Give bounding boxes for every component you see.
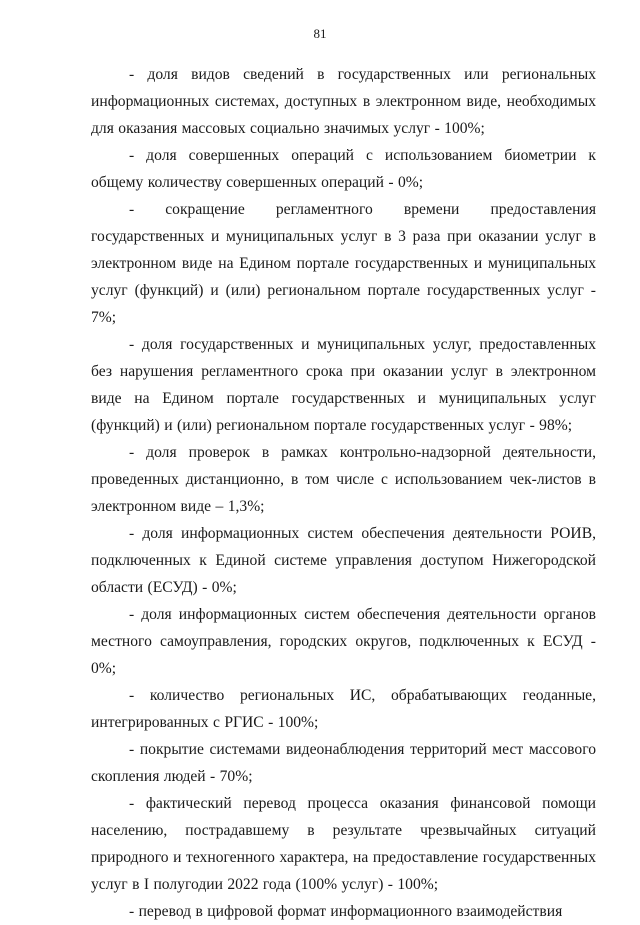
paragraph-8: - количество региональных ИС, обрабатывающих геоданные, интегрированных с РГИС - 100%; — [91, 687, 596, 731]
paragraph-3: - сокращение регламентного времени предоставления государственных и муниципальных услуг в 3 раза при оказании услуг в электронном виде на Едином портале государственных и муниципальных услуг (функций) и (или) региональном портале государственных услуг - 7%; — [91, 201, 596, 326]
paragraph-5: - доля проверок в рамках контрольно-надзорной деятельности, проведенных дистанционно, в том числе с использованием чек-листов в электронном виде – 1,3%; — [91, 444, 596, 515]
document-body — [91, 61, 596, 925]
paragraph-6: - доля информационных систем обеспечения деятельности РОИВ, подключенных к Единой системе управления доступом Нижегородской области (ЕСУД) - 0%; — [91, 525, 596, 596]
paragraph-11: - перевод в цифровой формат информационного взаимодействия — [129, 903, 563, 920]
paragraph-10: - фактический перевод процесса оказания финансовой помощи населению, пострадавшему в результате чрезвычайных ситуаций природного и техногенного характера, на предоставление государственных услуг в I полугодии 2022 года (100% услуг) - 100%; — [91, 795, 596, 893]
paragraph-1: - доля видов сведений в государственных или региональных информационных системах, доступных в электронном виде, необходимых для оказания массовых социально значимых услуг - 100%; — [91, 66, 596, 137]
paragraph-4: - доля государственных и муниципальных услуг, предоставленных без нарушения регламентного срока при оказании услуг в электронном виде на Едином портале государственных и муниципальных услуг (функций) и (или) региональном портале государственных услуг - 98%; — [91, 336, 596, 434]
paragraph-2: - доля совершенных операций с использованием биометрии к общему количеству совершенных операций - 0%; — [91, 147, 596, 191]
paragraph-7: - доля информационных систем обеспечения деятельности органов местного самоуправления, городских округов, подключенных к ЕСУД - 0%; — [91, 606, 596, 677]
page-number: 81 — [313, 26, 327, 41]
paragraph-9: - покрытие системами видеонаблюдения территорий мест массового скопления людей - 70%; — [91, 741, 596, 785]
